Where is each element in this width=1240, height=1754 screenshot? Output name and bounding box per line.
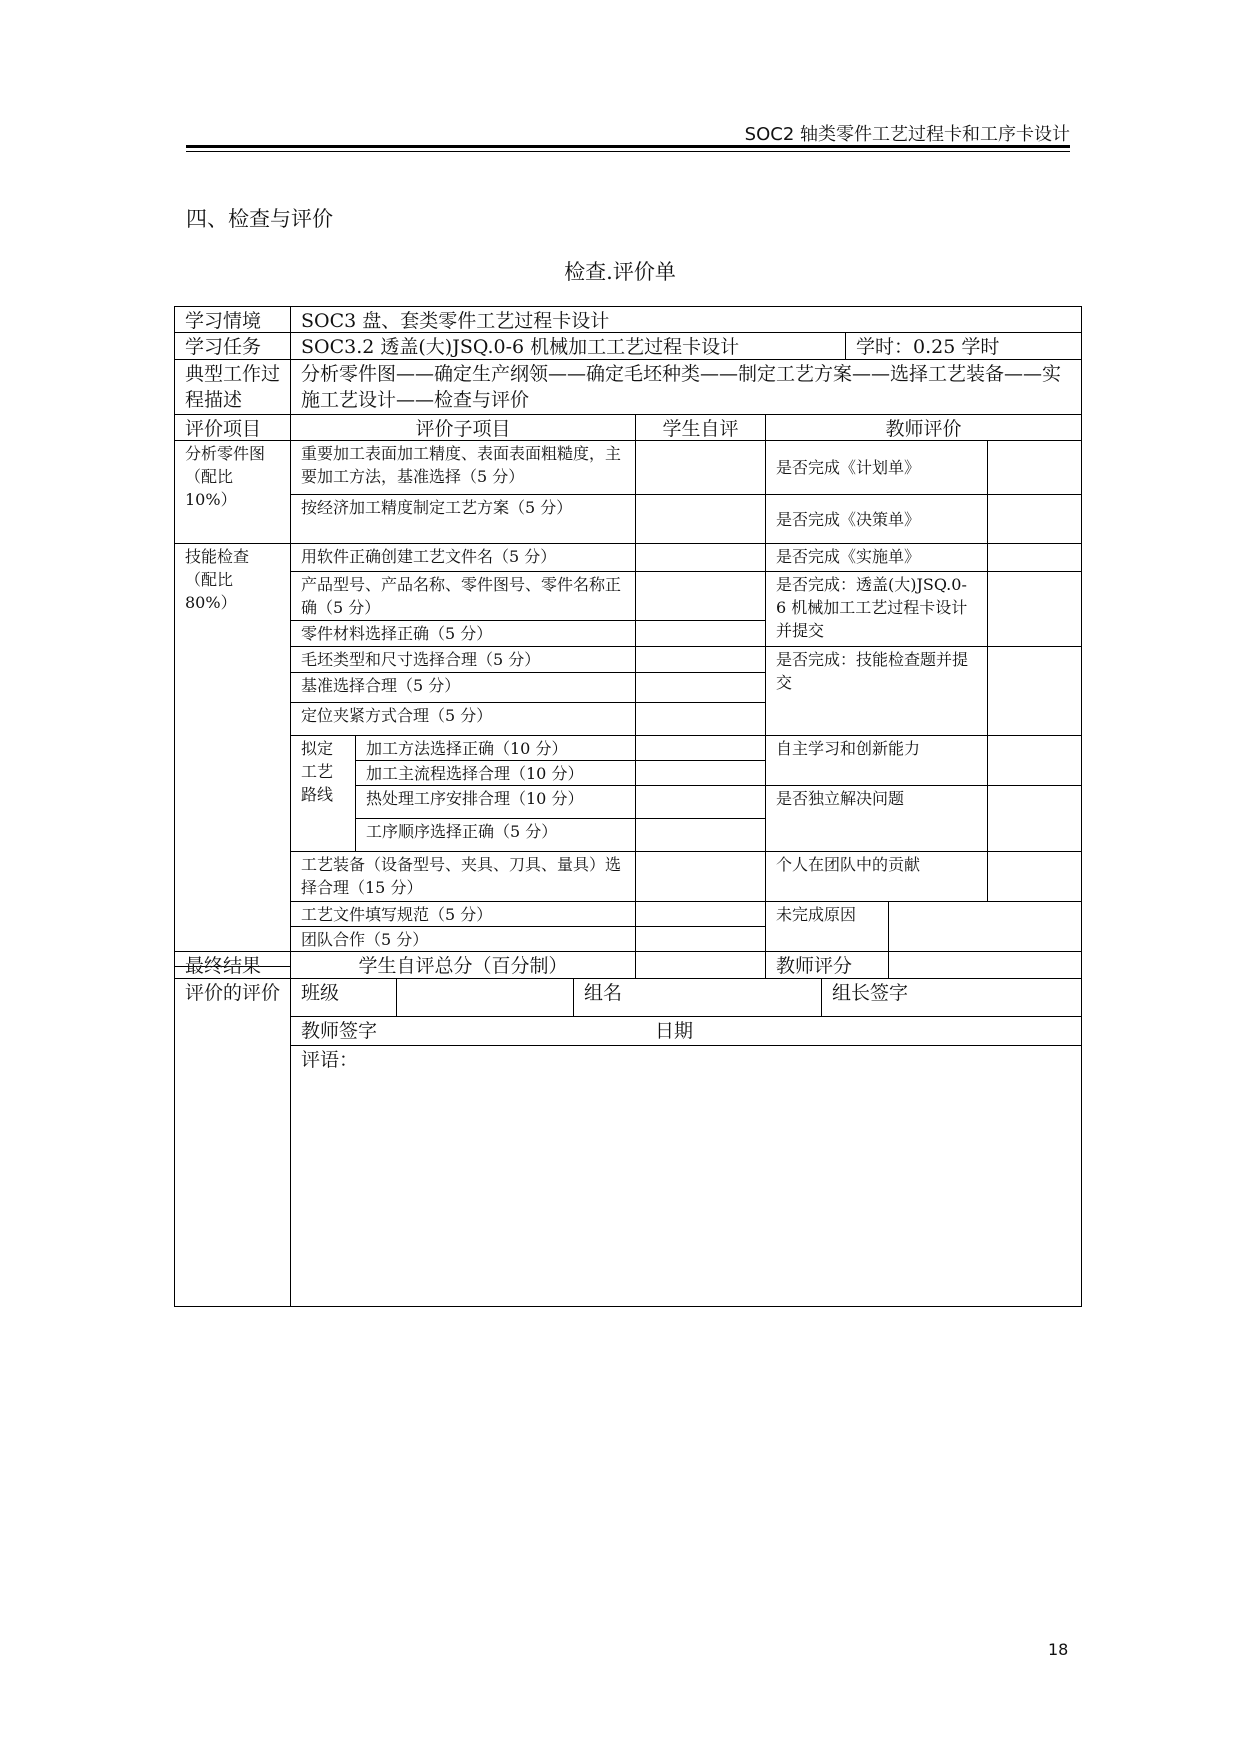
group-label: 组名	[573, 978, 822, 1017]
doc-item: 工艺文件填写规范（5 分）	[290, 901, 636, 927]
final-self-score[interactable]	[635, 951, 766, 979]
incomplete-reason-field[interactable]	[888, 901, 1082, 952]
process-label: 典型工作过程描述	[174, 359, 291, 415]
teacher-check-decision: 是否完成《决策单》	[765, 494, 988, 544]
equipment-self[interactable]	[635, 851, 766, 902]
teacher-score-team-contribution[interactable]	[987, 851, 1082, 902]
skill-item-4: 毛坯类型和尺寸选择合理（5 分）	[290, 646, 636, 673]
analysis-self-1[interactable]	[635, 440, 766, 495]
doc-self[interactable]	[635, 901, 766, 927]
final-self-label: 学生自评总分（百分制）	[290, 951, 636, 979]
teacher-sign-row	[290, 1016, 1082, 1046]
teacher-check-skill-questions: 是否完成：技能检查题并提交	[765, 646, 988, 736]
class-field[interactable]	[396, 978, 574, 1017]
col-header-subitem: 评价子项目	[290, 414, 636, 441]
section-heading: 四、检查与评价	[186, 207, 333, 231]
route-item-1: 加工方法选择正确（10 分）	[355, 735, 636, 761]
route-item-3: 热处理工序安排合理（10 分）	[355, 785, 636, 819]
skill-item-1: 用软件正确创建工艺文件名（5 分）	[290, 543, 636, 572]
final-teacher-label: 教师评分	[765, 951, 889, 979]
form-title: 检查.评价单	[564, 260, 676, 284]
final-teacher-score[interactable]	[888, 951, 1082, 979]
skill-self-5[interactable]	[635, 672, 766, 703]
teacher-check-team-contribution: 个人在团队中的贡献	[765, 851, 988, 902]
teacher-check-submit-card: 是否完成：透盖(大)JSQ.0-6 机械加工工艺过程卡设计并提交	[765, 571, 988, 647]
col-header-teacher: 教师评价	[765, 414, 1082, 441]
task-label: 学习任务	[174, 332, 291, 360]
route-item-4: 工序顺序选择正确（5 分）	[355, 818, 636, 852]
teacher-score-decision[interactable]	[987, 494, 1082, 544]
process-value: 分析零件图——确定生产纲领——确定毛坯种类——制定工艺方案——选择工艺装备——实施工艺设计——检查与评价	[290, 359, 1082, 415]
page-number: 18	[1048, 1640, 1069, 1659]
teacher-score-submit-card[interactable]	[987, 571, 1082, 647]
teacher-check-implement: 是否完成《实施单》	[765, 543, 988, 572]
skill-self-1[interactable]	[635, 543, 766, 572]
situation-value: SOC3 盘、套类零件工艺过程卡设计	[290, 306, 1082, 333]
skill-label: 技能检查（配比 80%）	[174, 543, 291, 967]
skill-item-5: 基准选择合理（5 分）	[290, 672, 636, 703]
skill-self-3[interactable]	[635, 620, 766, 647]
running-header-title: SOC2 轴类零件工艺过程卡和工序卡设计	[744, 124, 1070, 145]
teacher-check-incomplete-reason: 未完成原因	[765, 901, 889, 952]
route-self-3[interactable]	[635, 785, 766, 819]
skill-item-2: 产品型号、产品名称、零件图号、零件名称正确（5 分）	[290, 571, 636, 621]
header-rule-thin	[186, 151, 1070, 152]
route-item-2: 加工主流程选择合理（10 分）	[355, 760, 636, 786]
task-value: SOC3.2 透盖(大)JSQ.0-6 机械加工工艺过程卡设计	[290, 332, 846, 360]
analysis-self-2[interactable]	[635, 494, 766, 544]
header-rule-thick	[186, 145, 1070, 148]
team-self[interactable]	[635, 926, 766, 952]
skill-self-4[interactable]	[635, 646, 766, 673]
route-self-2[interactable]	[635, 760, 766, 786]
teacher-score-skill-questions[interactable]	[987, 646, 1082, 736]
teacher-check-independent: 是否独立解决问题	[765, 785, 988, 852]
evaluation-table	[174, 306, 1082, 1307]
teacher-score-self-learning[interactable]	[987, 735, 1082, 786]
teacher-score-independent[interactable]	[987, 785, 1082, 852]
teacher-score-plan[interactable]	[987, 440, 1082, 495]
eval-label: 评价的评价	[174, 978, 291, 1307]
analysis-label: 分析零件图（配比 10%）	[174, 440, 291, 544]
date-label: 日期	[655, 1020, 694, 1042]
teacher-sign-label: 教师签字	[301, 1020, 378, 1042]
skill-self-6[interactable]	[635, 702, 766, 736]
skill-self-2[interactable]	[635, 571, 766, 621]
route-self-1[interactable]	[635, 735, 766, 761]
class-label: 班级	[290, 978, 397, 1017]
analysis-item-2: 按经济加工精度制定工艺方案（5 分）	[290, 494, 636, 544]
final-label: 最终结果	[174, 951, 291, 979]
route-self-4[interactable]	[635, 818, 766, 852]
situation-label: 学习情境	[174, 306, 291, 333]
teacher-check-plan: 是否完成《计划单》	[765, 440, 988, 495]
task-hours: 学时：0.25 学时	[845, 332, 1082, 360]
team-item: 团队合作（5 分）	[290, 926, 636, 952]
route-label: 拟定工艺路线	[290, 735, 356, 852]
skill-item-6: 定位夹紧方式合理（5 分）	[290, 702, 636, 736]
equipment-item: 工艺装备（设备型号、夹具、刀具、量具）选择合理（15 分）	[290, 851, 636, 902]
col-header-self: 学生自评	[635, 414, 766, 441]
leader-sign-label: 组长签字	[821, 978, 1082, 1017]
comment-box[interactable]: 评语：	[290, 1045, 1082, 1307]
teacher-check-self-learning: 自主学习和创新能力	[765, 735, 988, 786]
skill-item-3: 零件材料选择正确（5 分）	[290, 620, 636, 647]
col-header-item: 评价项目	[174, 414, 291, 441]
analysis-item-1: 重要加工表面加工精度、表面表面粗糙度，主要加工方法，基准选择（5 分）	[290, 440, 636, 495]
teacher-score-implement[interactable]	[987, 543, 1082, 572]
